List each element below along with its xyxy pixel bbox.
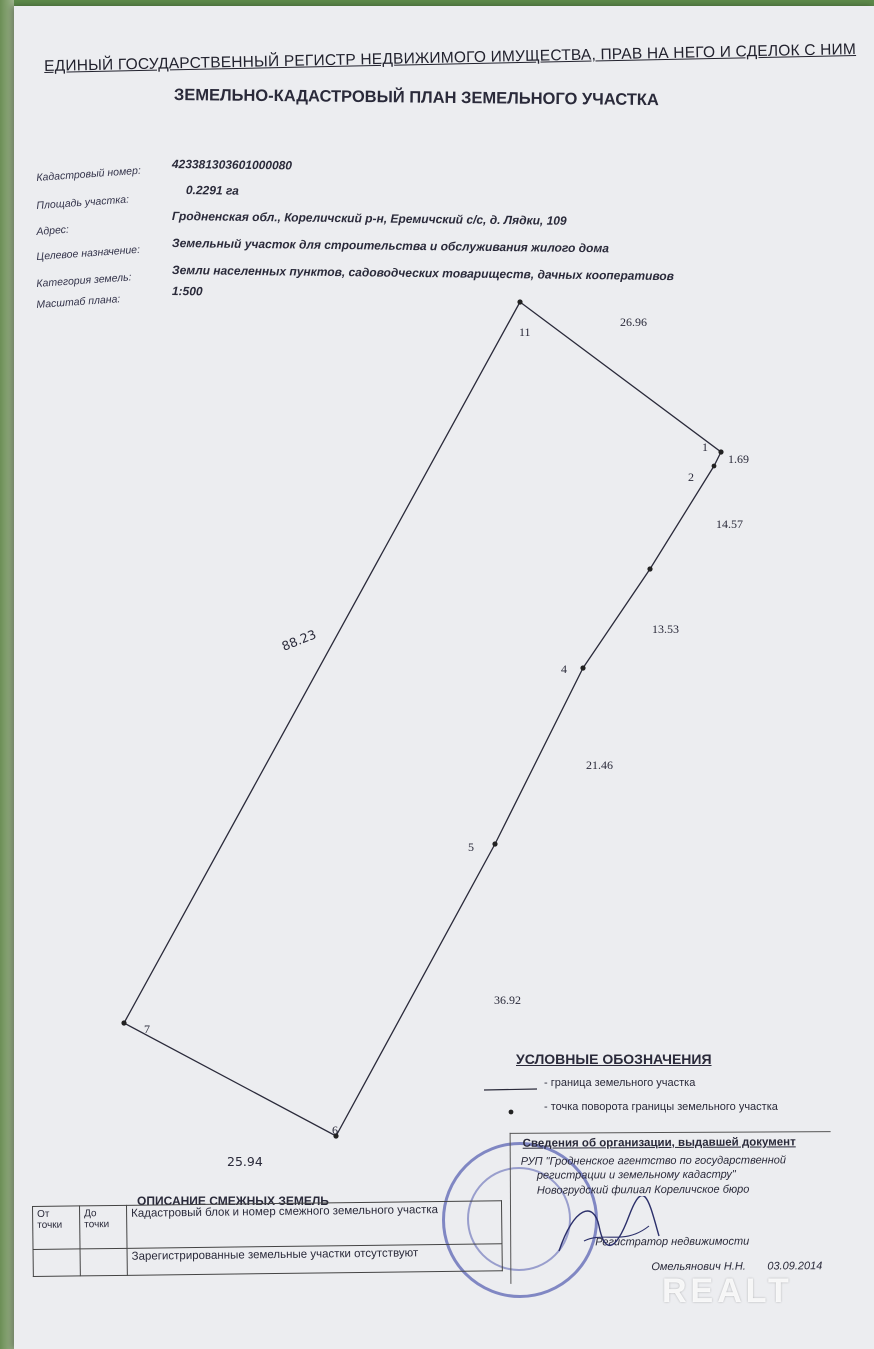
- point-label-2: 2: [688, 470, 694, 484]
- binder-edge: [0, 0, 14, 1349]
- issuer-signer: Омельянович Н.Н.: [651, 1260, 746, 1274]
- distance-3-4: 13.53: [652, 622, 679, 636]
- area-value: 0.2291 га: [185, 183, 239, 198]
- point-label-6: 6: [332, 1123, 338, 1137]
- point-label-7: 7: [144, 1022, 150, 1036]
- issuer-title: Сведения об организации, выдавшей документ: [522, 1136, 796, 1150]
- header-to-point: До точки: [80, 1205, 128, 1249]
- turn-point-3: [647, 566, 652, 571]
- distance-11-1: 26.96: [620, 315, 647, 329]
- turn-point-11: [517, 299, 522, 304]
- cadastral-number-value: 423381303601000080: [171, 157, 293, 173]
- row-to-point: [80, 1248, 127, 1276]
- area-label: Площадь участка:: [36, 193, 130, 212]
- header-cadastral-block: Кадастровый блок и номер смежного земельного участка: [126, 1201, 501, 1249]
- distance-1-2: 1.69: [728, 452, 749, 466]
- turn-point-5: [492, 841, 497, 846]
- address-value: Гродненская обл., Кореличский р-н, Еремичский с/с, д. Лядки, 109: [171, 209, 567, 228]
- legend-dot-symbol: [509, 1110, 514, 1115]
- adjacent-lands-title: ОПИСАНИЕ СМЕЖНЫХ ЗЕМЕЛЬ: [137, 1194, 329, 1208]
- issuer-date: 03.09.2014: [767, 1260, 823, 1273]
- purpose-label: Целевое назначение:: [36, 243, 141, 263]
- address-label: Адрес:: [36, 223, 70, 238]
- distance-7-11: 88.23: [279, 626, 319, 654]
- distance-4-5: 21.46: [586, 758, 613, 772]
- cadastral-plan-sheet: [14, 6, 874, 1349]
- turn-point-4: [580, 665, 585, 670]
- header-from-point: От точки: [33, 1206, 81, 1250]
- legend-item-boundary: - граница земельного участка: [544, 1077, 696, 1089]
- row-from-point: [33, 1249, 80, 1277]
- adjacent-lands-table: [32, 1200, 503, 1277]
- registry-header: ЕДИНЫЙ ГОСУДАРСТВЕННЫЙ РЕГИСТР НЕДВИЖИМОГО ИМУЩЕСТВА, ПРАВ НА НЕГО И СДЕЛОК С НИМ: [44, 40, 857, 75]
- scale-label: Масштаб плана:: [36, 293, 121, 311]
- issuer-position: Регистратор недвижимости: [595, 1235, 750, 1249]
- row-description: Зарегистрированные земельные участки отсутствуют: [127, 1244, 502, 1276]
- purpose-value: Земельный участок для строительства и обслуживания жилого дома: [171, 236, 610, 256]
- scale-value: 1:500: [171, 284, 203, 299]
- parcel-boundary-line: [124, 302, 721, 1136]
- handwritten-signature: [554, 1196, 664, 1266]
- adjacent-lands-row: [33, 1244, 502, 1277]
- adjacent-lands-header-row: [33, 1201, 502, 1250]
- legend-title: УСЛОВНЫЕ ОБОЗНАЧЕНИЯ: [516, 1051, 712, 1067]
- distance-5-6: 36.92: [494, 993, 521, 1007]
- point-label-5: 5: [468, 840, 474, 854]
- point-label-4: 4: [561, 662, 567, 676]
- legend-line-symbol: [484, 1089, 537, 1090]
- realt-watermark: REALT: [662, 1272, 793, 1310]
- turn-point-1: [718, 449, 723, 454]
- point-label-11: 11: [519, 325, 531, 339]
- cadastral-number-label: Кадастровый номер:: [36, 164, 142, 184]
- category-value: Земли населенных пунктов, садоводческих товариществ, дачных кооперативов: [171, 263, 674, 284]
- turn-point-2: [712, 464, 717, 469]
- point-label-1: 1: [702, 440, 708, 454]
- distance-2-3: 14.57: [716, 517, 743, 531]
- category-label: Категория земель:: [36, 271, 132, 290]
- legend-item-turn-point: - точка поворота границы земельного участка: [544, 1101, 778, 1113]
- turn-point-7: [121, 1020, 126, 1025]
- issuer-branch: Новогрудский филиал Кореличское бюро: [536, 1183, 750, 1197]
- page-title: ЗЕМЕЛЬНО-КАДАСТРОВЫЙ ПЛАН ЗЕМЕЛЬНОГО УЧАСТКА: [173, 86, 659, 110]
- issuer-org-line1: РУП "Гродненское агентство по государственной: [520, 1154, 787, 1168]
- issuer-org-line2: регистрации и земельному кадастру": [536, 1168, 736, 1182]
- distance-6-7: 25.94: [227, 1154, 263, 1169]
